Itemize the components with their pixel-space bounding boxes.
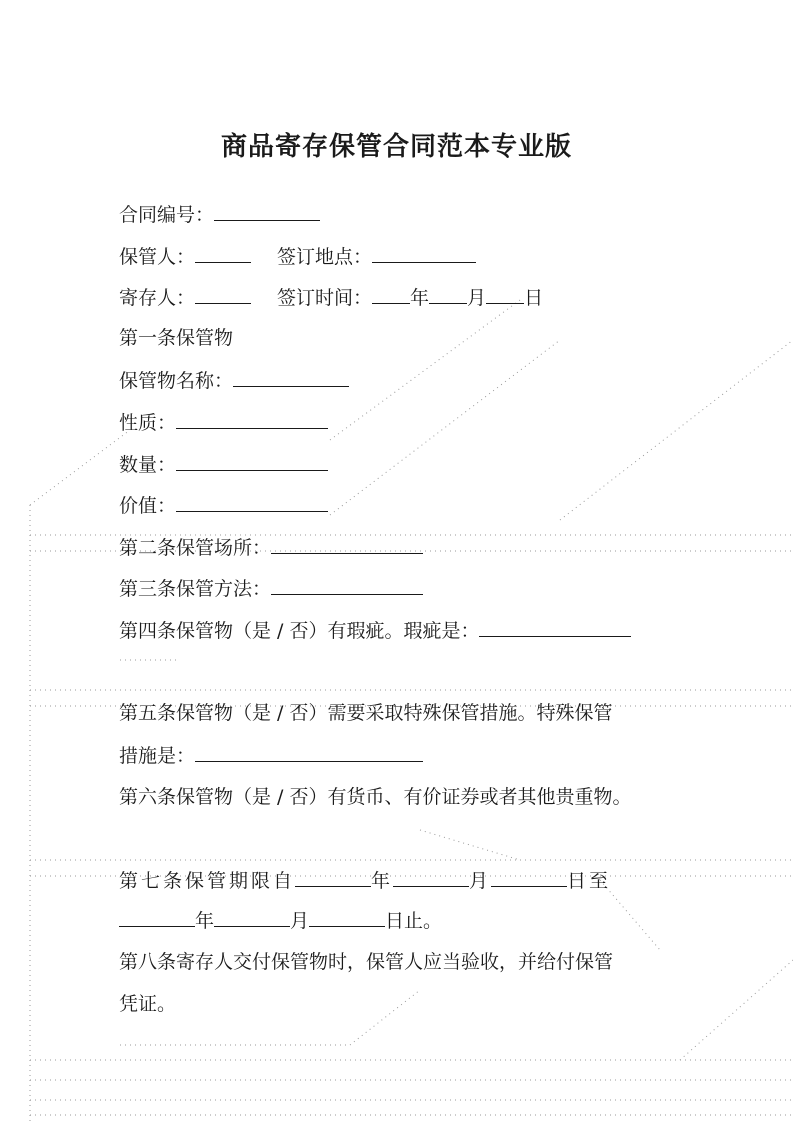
article7-prefix: 第七条保管期限自 [119, 870, 296, 892]
article7-end-month-text: 月 [290, 910, 310, 932]
article4-row [119, 618, 631, 643]
custodian-row [119, 244, 476, 269]
article6-text: 第六条保管物（是 / 否）有货币、有价证券或者其他贵重物。 [119, 786, 632, 808]
contract-number-row [119, 202, 320, 227]
article5-line1: 第五条保管物（是 / 否）需要采取特殊保管措施。特殊保管 [119, 702, 613, 724]
sign-month-text: 月 [467, 287, 487, 309]
sign-year-blank [372, 285, 410, 304]
sign-day-blank [486, 285, 524, 304]
item-quantity-blank [176, 452, 328, 471]
article7-line2-row [119, 908, 442, 933]
article4-text: 第四条保管物（是 / 否）有瑕疵。瑕疵是： [119, 620, 480, 642]
article7-start-year-blank [295, 868, 371, 887]
sign-day-text: 日 [524, 287, 544, 309]
article7-day-to-text: 日至 [567, 870, 612, 892]
contract-number-blank [214, 202, 320, 221]
article7-line1-row [119, 868, 611, 893]
article2-blank [271, 535, 423, 554]
custodian-blank [195, 244, 251, 263]
sign-time-label: 签订时间： [277, 287, 373, 309]
article8-line2: 凭证。 [119, 993, 177, 1015]
article2-row [119, 535, 423, 560]
article7-month-text: 月 [469, 870, 492, 892]
article3-text: 第三条保管方法： [119, 578, 272, 600]
item-name-row [119, 368, 349, 393]
article7-year-text: 年 [371, 870, 394, 892]
article8-line1: 第八条寄存人交付保管物时，保管人应当验收，并给付保管 [119, 951, 614, 973]
article5-line2-row [119, 743, 423, 768]
sign-year-text: 年 [410, 287, 430, 309]
article3-row [119, 576, 423, 601]
item-value-row [119, 493, 328, 518]
article7-end-day-blank [309, 908, 385, 927]
depositor-label: 寄存人： [119, 287, 196, 309]
item-value-label: 价值： [119, 495, 177, 517]
item-name-blank [233, 368, 349, 387]
item-nature-row [119, 410, 328, 435]
custodian-label: 保管人： [119, 246, 196, 268]
article2-text: 第二条保管场所： [119, 537, 272, 559]
article7-end-year-text: 年 [195, 910, 215, 932]
article3-blank [271, 576, 423, 595]
item-nature-blank [176, 410, 328, 429]
item-value-blank [176, 493, 328, 512]
sign-month-blank [429, 285, 467, 304]
article4-blank [479, 618, 631, 637]
article7-start-day-blank [491, 868, 567, 887]
item-quantity-label: 数量： [119, 454, 177, 476]
contract-number-label: 合同编号： [119, 204, 215, 226]
article7-start-month-blank [393, 868, 469, 887]
depositor-blank [195, 285, 251, 304]
article7-end-text: 日止。 [385, 910, 443, 932]
item-nature-label: 性质： [119, 412, 177, 434]
article7-end-month-blank [214, 908, 290, 927]
article7-end-year-blank [119, 908, 195, 927]
sign-place-label: 签订地点： [277, 246, 373, 268]
article1-heading: 第一条保管物 [119, 327, 234, 349]
item-quantity-row [119, 452, 328, 477]
article5-line2-text: 措施是： [119, 745, 196, 767]
sign-place-blank [372, 244, 476, 263]
depositor-row [119, 285, 543, 310]
document-title: 商品寄存保管合同范本专业版 [220, 132, 572, 162]
article5-blank [195, 743, 423, 762]
item-name-label: 保管物名称： [119, 370, 234, 392]
